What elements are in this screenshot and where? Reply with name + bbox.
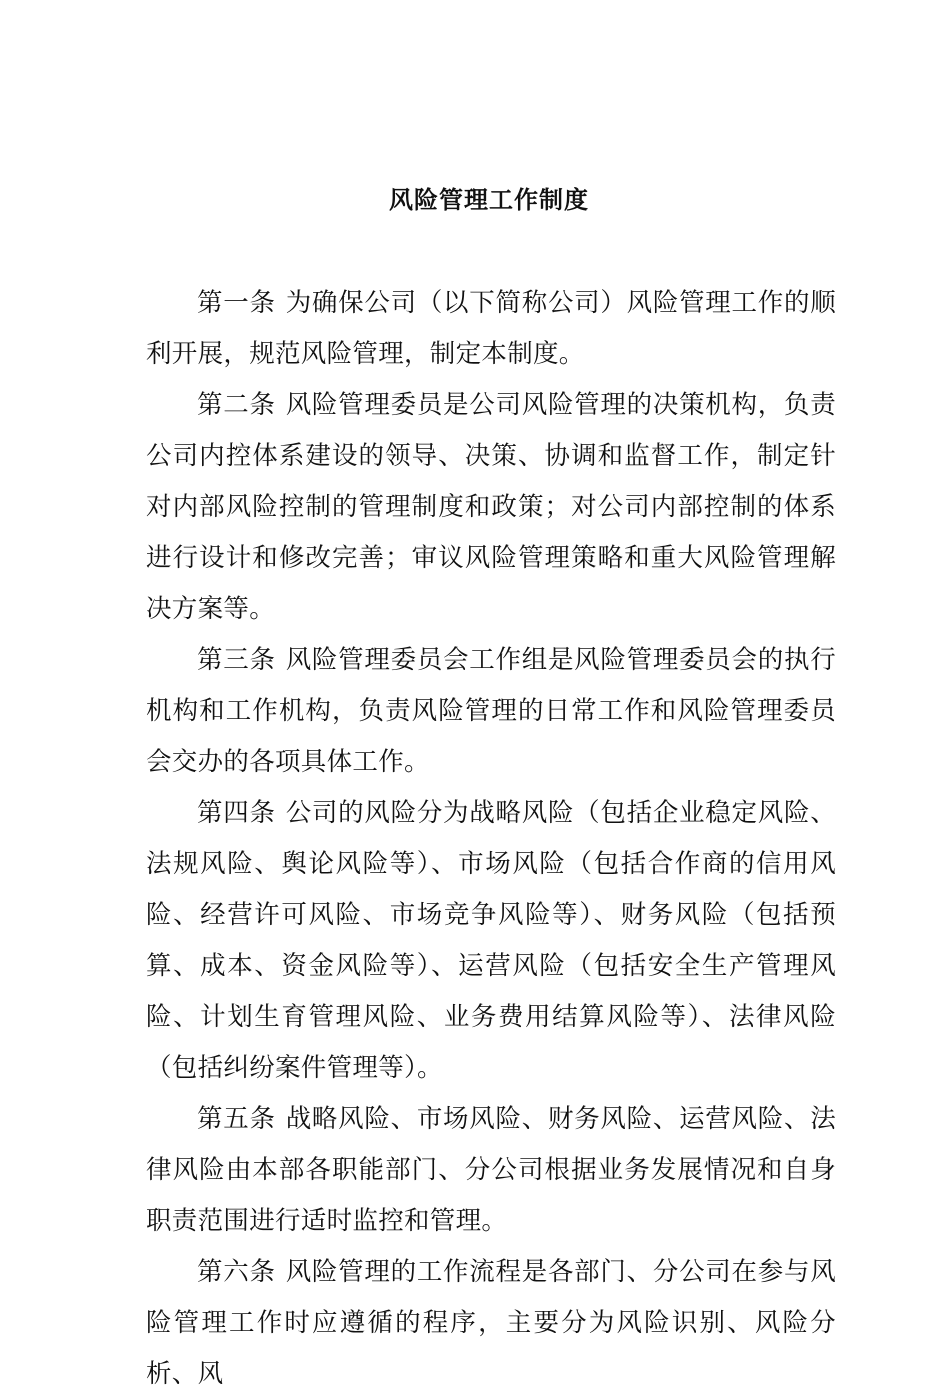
article-4 xyxy=(146,788,836,1094)
article-text: 风险管理的工作流程是各部门、分公司在参与风险管理工作时应遵循的程序，主要分为风险识别、风险分析、风 xyxy=(146,1257,836,1389)
article-text: 为确保公司（以下简称公司）风险管理工作的顺利开展，规范风险管理，制定本制度。 xyxy=(146,288,836,369)
article-number: 第四条 xyxy=(197,798,276,828)
article-1 xyxy=(146,278,836,380)
article-text: 公司的风险分为战略风险（包括企业稳定风险、法规风险、舆论风险等）、市场风险（包括合作商的信用风险、经营许可风险、市场竞争风险等）、财务风险（包括预算、成本、资金风险等）、运营风险（包括安全生产管理风险、计划生育管理风险、业务费用结算风险等）、法律风险（包括纠纷案件管理等）。 xyxy=(146,798,836,1083)
article-number: 第三条 xyxy=(197,645,276,675)
article-6 xyxy=(146,1247,836,1400)
article-number: 第五条 xyxy=(197,1104,276,1134)
article-number: 第一条 xyxy=(197,288,276,318)
article-text: 风险管理委员是公司风险管理的决策机构，负责公司内控体系建设的领导、决策、协调和监督工作，制定针对内部风险控制的管理制度和政策；对公司内部控制的体系进行设计和修改完善；审议风险管理策略和重大风险管理解决方案等。 xyxy=(146,390,836,624)
article-number: 第六条 xyxy=(197,1257,276,1287)
article-3 xyxy=(146,635,836,788)
article-text: 风险管理委员会工作组是风险管理委员会的执行机构和工作机构，负责风险管理的日常工作和风险管理委员会交办的各项具体工作。 xyxy=(146,645,836,777)
document-body xyxy=(146,278,836,1400)
article-number: 第二条 xyxy=(197,390,276,420)
article-2 xyxy=(146,380,836,635)
document-title: 风险管理工作制度 xyxy=(389,186,589,214)
article-text: 战略风险、市场风险、财务风险、运营风险、法律风险由本部各职能部门、分公司根据业务发展情况和自身职责范围进行适时监控和管理。 xyxy=(146,1104,836,1236)
article-5 xyxy=(146,1094,836,1247)
